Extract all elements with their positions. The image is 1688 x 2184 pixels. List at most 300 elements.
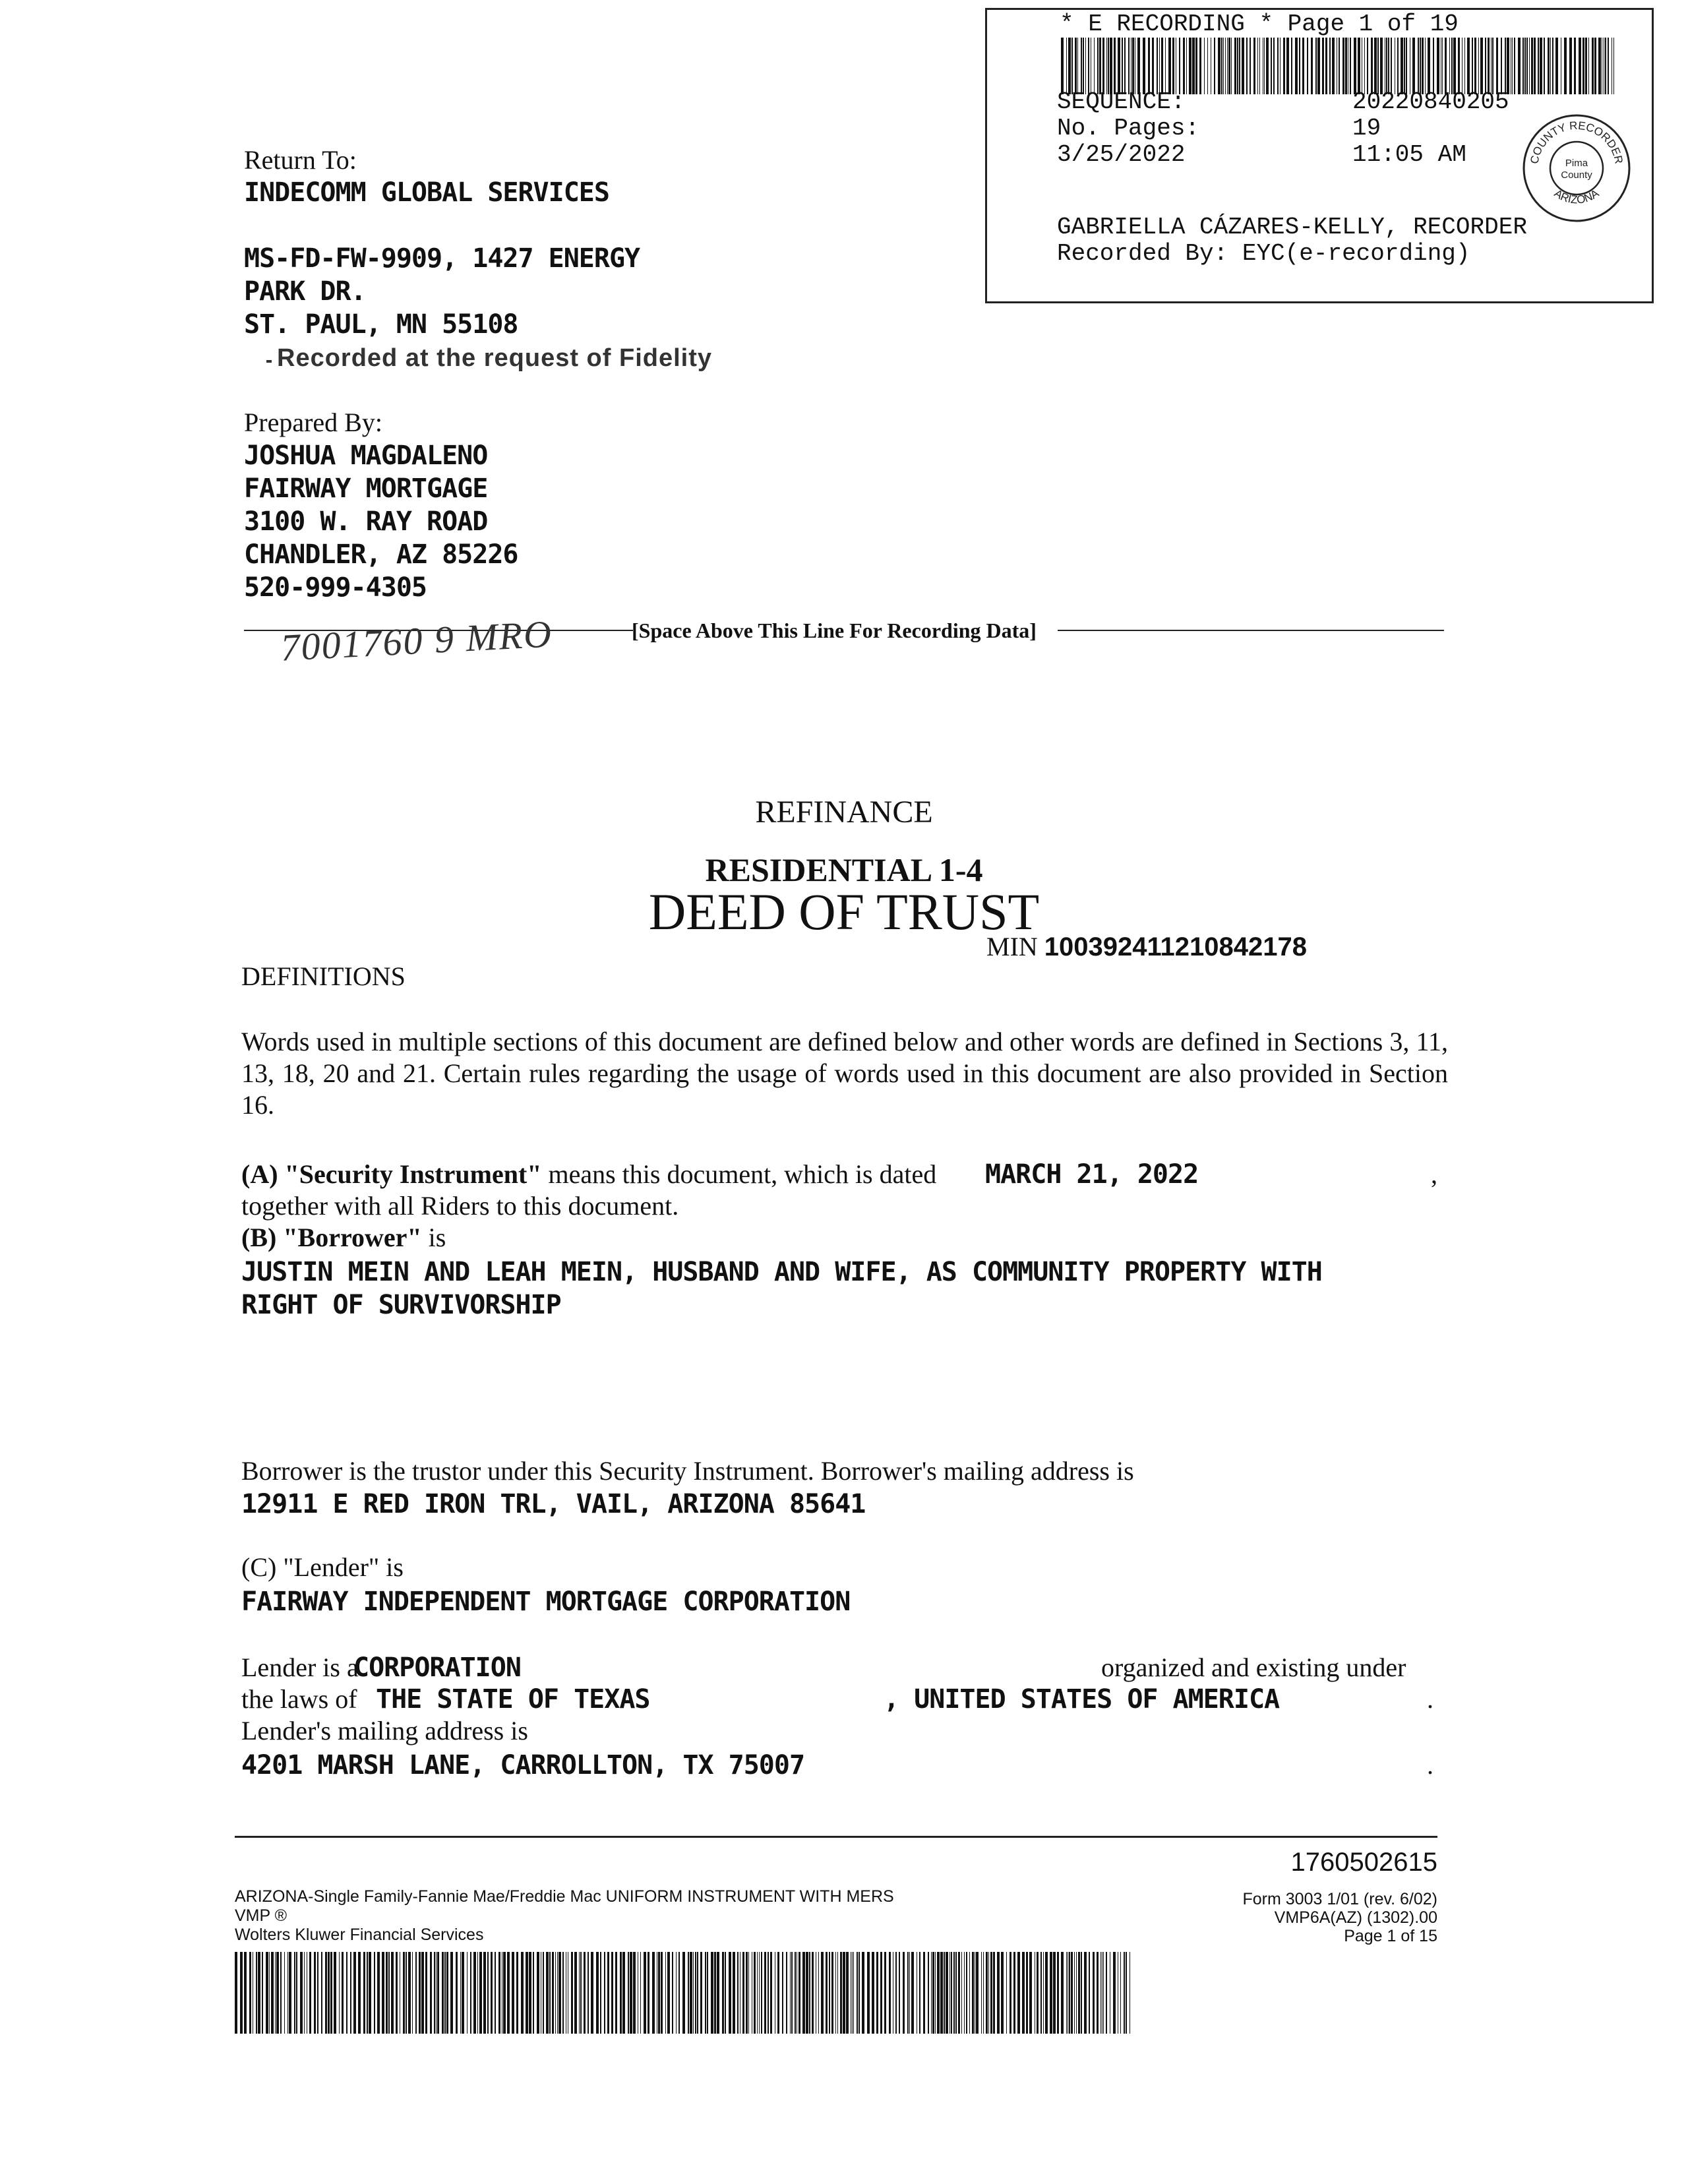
- barcode-bar: [857, 1952, 858, 2034]
- barcode-bar: [555, 1952, 556, 2034]
- barcode-bar: [244, 1952, 247, 2034]
- barcode-bar: [620, 1952, 622, 2034]
- barcode-bar: [648, 1952, 649, 2034]
- barcode-bar: [983, 1952, 984, 2034]
- barcode-bar: [895, 1952, 897, 2034]
- barcode-bar: [262, 1952, 263, 2034]
- lender-address-period: .: [1427, 1750, 1433, 1780]
- form-right-2: VMP6A(AZ) (1302).00: [1274, 1908, 1437, 1927]
- lender-country: , UNITED STATES OF AMERICA: [884, 1684, 1280, 1714]
- lender-mailing-label: Lender's mailing address is: [241, 1716, 528, 1745]
- barcode-bar: [1388, 38, 1389, 94]
- prepared-by-address-1: 3100 W. RAY ROAD: [244, 506, 488, 537]
- barcode-bar: [456, 1952, 458, 2034]
- barcode-bar: [1234, 38, 1236, 94]
- barcode-bar: [1364, 38, 1365, 94]
- barcode-bar: [1406, 38, 1407, 94]
- barcode-bar: [382, 1952, 384, 2034]
- barcode-bar: [1317, 38, 1320, 94]
- barcode-bar: [717, 1952, 719, 2034]
- barcode-bar: [1071, 1952, 1073, 2034]
- barcode-bar: [1242, 38, 1244, 94]
- barcode-bar: [705, 1952, 706, 2034]
- barcode-bar: [1189, 38, 1191, 94]
- barcode-bar: [955, 1952, 957, 2034]
- barcode-bar: [1097, 1952, 1099, 2034]
- barcode-bar: [786, 1952, 787, 2034]
- barcode-bar: [1350, 38, 1351, 94]
- barcode-bar: [966, 1952, 967, 2034]
- barcode-bar: [928, 1952, 929, 2034]
- barcode-bar: [1480, 38, 1483, 94]
- barcode-bar: [1574, 38, 1576, 94]
- barcode-bar: [1207, 38, 1208, 94]
- barcode-bar: [1544, 38, 1545, 94]
- recording-line-right: [1058, 630, 1444, 631]
- barcode-bar: [503, 1952, 506, 2034]
- barcode-bar: [317, 1952, 318, 2034]
- barcode-bar: [574, 1952, 577, 2034]
- barcode-bar: [1325, 38, 1327, 94]
- barcode-bar: [923, 1952, 925, 2034]
- barcode-bar: [1228, 38, 1230, 94]
- barcode-bar: [986, 1952, 988, 2034]
- barcode-bar: [552, 1952, 554, 2034]
- barcode-bar: [876, 1952, 878, 2034]
- barcode-bar: [1531, 38, 1533, 94]
- barcode-bar: [812, 1952, 814, 2034]
- barcode-bar: [1250, 38, 1251, 94]
- barcode-bar: [1428, 38, 1430, 94]
- recording-date: 3/25/2022: [1057, 141, 1186, 168]
- barcode-bar: [294, 1952, 295, 2034]
- barcode-bar: [584, 1952, 586, 2034]
- security-instrument-date: MARCH 21, 2022: [985, 1159, 1199, 1190]
- barcode-bar: [377, 1952, 380, 2034]
- barcode-bar: [1585, 38, 1587, 94]
- barcode-bar: [1522, 38, 1524, 94]
- barcode-bar: [1114, 38, 1116, 94]
- definition-b-label: (B) "Borrower": [241, 1223, 422, 1252]
- barcode-bar: [990, 1952, 992, 2034]
- barcode-bar: [1225, 38, 1226, 94]
- barcode-bar: [909, 1952, 910, 2034]
- barcode-bar: [1367, 38, 1368, 94]
- barcode-bar: [737, 1952, 738, 2034]
- barcode-bar: [1183, 38, 1185, 94]
- barcode-bar: [764, 1952, 766, 2034]
- barcode-bar: [661, 1952, 663, 2034]
- barcode-bar: [403, 1952, 405, 2034]
- barcode-bar: [1485, 38, 1486, 94]
- barcode-bar: [1302, 38, 1304, 94]
- barcode-bar: [1582, 38, 1584, 94]
- barcode-bar: [880, 1952, 882, 2034]
- barcode-bar: [1505, 38, 1506, 94]
- barcode-bar: [537, 1952, 539, 2034]
- barcode-bar: [580, 1952, 582, 2034]
- barcode-bar: [571, 1952, 573, 2034]
- return-to-address-1: MS-FD-FW-9909, 1427 ENERGY: [244, 243, 640, 274]
- barcode-bar: [843, 1952, 845, 2034]
- min-label: MIN: [986, 932, 1038, 961]
- barcode-bar: [658, 1952, 660, 2034]
- barcode-bar: [1186, 38, 1187, 94]
- barcode-bar: [1332, 38, 1335, 94]
- definition-a-text: means this document, which is dated: [541, 1159, 937, 1189]
- barcode-bar: [543, 1952, 544, 2034]
- barcode-bar: [1329, 38, 1331, 94]
- barcode-bar: [1518, 38, 1521, 94]
- barcode-bar: [1259, 38, 1260, 94]
- barcode-bar: [1061, 38, 1064, 94]
- barcode-bar: [676, 1952, 677, 2034]
- barcode-bar: [477, 1952, 478, 2034]
- barcode-bar: [487, 1952, 489, 2034]
- form-right-3: Page 1 of 15: [1344, 1927, 1437, 1945]
- barcode-bar: [809, 1952, 810, 2034]
- barcode-bar: [328, 1952, 330, 2034]
- prepared-by-address-2: CHANDLER, AZ 85226: [244, 539, 518, 570]
- barcode-bar: [1001, 1952, 1004, 2034]
- barcode-bar: [1514, 38, 1515, 94]
- recorded-by: Recorded By: EYC(e-recording): [1057, 240, 1470, 267]
- barcode-bar: [346, 1952, 347, 2034]
- seal-bottom-text: ARIZONA: [1552, 187, 1602, 206]
- barcode-bar: [997, 1952, 1000, 2034]
- barcode-bar: [450, 1952, 453, 2034]
- barcode-bar: [391, 1952, 394, 2034]
- barcode-bar: [235, 1952, 237, 2034]
- barcode-bar: [408, 1952, 411, 2034]
- barcode-bar: [1397, 38, 1399, 94]
- barcode-bar: [981, 1952, 982, 2034]
- barcode-bar: [1143, 38, 1145, 94]
- barcode-bar: [932, 1952, 934, 2034]
- barcode-bar: [958, 1952, 960, 2034]
- barcode-bar: [558, 1952, 561, 2034]
- barcode-bar: [406, 1952, 407, 2034]
- barcode-bar: [386, 1952, 388, 2034]
- barcode-bar: [1291, 38, 1292, 94]
- form-line-2: VMP ®: [235, 1906, 287, 1925]
- barcode-bar: [1501, 38, 1502, 94]
- definitions-intro: Words used in multiple sections of this document are defined below and other words are defined in Sections 3, 11, 13, 18, 20 and 21. Certain rules regarding the usage of words used in this document are also provided in Section 16.: [241, 1027, 1448, 1120]
- barcode-bar: [1110, 38, 1112, 94]
- barcode-bar: [516, 1952, 518, 2034]
- barcode-bar: [988, 1952, 989, 2034]
- barcode-bar: [1043, 1952, 1044, 2034]
- barcode-bar: [446, 1952, 448, 2034]
- barcode-bar: [557, 1952, 558, 2034]
- barcode-bar: [1040, 1952, 1042, 2034]
- recording-header: * E RECORDING * Page 1 of 19: [1060, 11, 1459, 38]
- barcode-bar: [846, 1952, 849, 2034]
- barcode-bar: [1550, 38, 1551, 94]
- barcode-bar: [1074, 1952, 1075, 2034]
- barcode-bar: [1613, 38, 1614, 94]
- barcode-bar: [862, 1952, 864, 2034]
- barcode-bar: [1037, 1952, 1039, 2034]
- barcode-bar: [1071, 38, 1073, 94]
- document-type-refinance: REFINANCE: [755, 795, 933, 830]
- barcode-bar: [1526, 38, 1528, 94]
- barcode-bar: [425, 1952, 427, 2034]
- barcode-bar: [667, 1952, 670, 2034]
- form-right-1: Form 3003 1/01 (rev. 6/02): [1242, 1890, 1437, 1908]
- barcode-bar: [899, 1952, 900, 2034]
- barcode-bar: [746, 1952, 748, 2034]
- definition-c-label: (C) "Lender" is: [241, 1552, 404, 1582]
- barcode-bar: [1264, 38, 1265, 94]
- barcode-bar: [852, 1952, 853, 2034]
- barcode-bar: [498, 1952, 500, 2034]
- barcode-bar: [1172, 38, 1174, 94]
- barcode-bar: [931, 1952, 932, 2034]
- barcode-bar: [562, 1952, 564, 2034]
- min-value: 100392411210842178: [1044, 932, 1308, 961]
- barcode-bar: [1066, 1952, 1067, 2034]
- prepared-by-phone: 520-999-4305: [244, 572, 427, 603]
- barcode-bar: [1106, 38, 1107, 94]
- barcode-bar: [940, 1952, 943, 2034]
- footer-rule: [235, 1836, 1437, 1838]
- barcode-bar: [622, 1952, 625, 2034]
- form-line-3: Wolters Kluwer Financial Services: [235, 1926, 484, 1944]
- barcode-bar: [795, 1952, 796, 2034]
- barcode-bar: [1391, 38, 1392, 94]
- barcode-bar: [1271, 38, 1272, 94]
- barcode-bar: [748, 1952, 749, 2034]
- barcode-bar: [1472, 38, 1473, 94]
- barcode-bar: [309, 1952, 311, 2034]
- prepared-by-company: FAIRWAY MORTGAGE: [244, 473, 488, 504]
- barcode-bar: [1322, 38, 1324, 94]
- barcode-bar: [1152, 38, 1154, 94]
- recording-barcode: [1061, 38, 1615, 94]
- barcode-bar: [588, 1952, 589, 2034]
- barcode-bar: [1422, 38, 1424, 94]
- trustor-text: Borrower is the trustor under this Security Instrument. Borrower's mailing address is: [241, 1456, 1134, 1486]
- barcode-bar: [1223, 38, 1224, 94]
- barcode-bar: [1192, 38, 1195, 94]
- barcode-bar: [1273, 38, 1275, 94]
- barcode-bar: [615, 1952, 617, 2034]
- barcode-bar: [872, 1952, 874, 2034]
- barcode-bar: [630, 1952, 632, 2034]
- barcode-bar: [1053, 1952, 1056, 2034]
- definition-a-comma: ,: [1431, 1159, 1437, 1189]
- barcode-bar: [275, 1952, 276, 2034]
- seal-center-text-1: Pima: [1565, 158, 1588, 169]
- barcode-bar: [611, 1952, 613, 2034]
- barcode-bar: [853, 1952, 854, 2034]
- barcode-bar: [711, 1952, 713, 2034]
- barcode-bar: [935, 1952, 936, 2034]
- barcode-bar: [903, 1952, 905, 2034]
- barcode-bar: [287, 1952, 288, 2034]
- lender-mailing-address: 4201 MARSH LANE, CARROLLTON, TX 75007: [241, 1750, 805, 1780]
- barcode-bar: [280, 1952, 282, 2034]
- barcode-bar: [1124, 1952, 1125, 2034]
- barcode-bar: [1401, 38, 1403, 94]
- barcode-bar: [1084, 1952, 1087, 2034]
- barcode-bar: [1069, 1952, 1070, 2034]
- barcode-bar: [682, 1952, 685, 2034]
- barcode-bar: [1478, 38, 1479, 94]
- barcode-bar: [473, 1952, 476, 2034]
- barcode-bar: [591, 1952, 593, 2034]
- barcode-bar: [806, 1952, 808, 2034]
- barcode-bar: [1529, 38, 1530, 94]
- barcode-bar: [1548, 38, 1550, 94]
- barcode-bar: [1540, 38, 1542, 94]
- barcode-bar: [1204, 38, 1205, 94]
- barcode-bar: [1564, 38, 1567, 94]
- barcode-bar: [1474, 38, 1476, 94]
- barcode-bar: [1061, 1952, 1064, 2034]
- barcode-bar: [1488, 38, 1490, 94]
- barcode-bar: [993, 1952, 995, 2034]
- borrower-name-line-1: JUSTIN MEIN AND LEAH MEIN, HUSBAND AND WIFE, AS COMMUNITY PROPERTY WITH: [241, 1257, 1322, 1287]
- barcode-bar: [1221, 38, 1222, 94]
- barcode-bar: [961, 1952, 962, 2034]
- barcode-bar: [491, 1952, 493, 2034]
- stamp-dot: [266, 360, 272, 363]
- barcode-bar: [1077, 38, 1078, 94]
- return-to-address-2: PARK DR.: [244, 276, 366, 307]
- min-number: [986, 931, 1307, 963]
- barcode-bar: [1404, 38, 1405, 94]
- barcode-bar: [829, 1952, 830, 2034]
- barcode-bar: [363, 1952, 365, 2034]
- barcode-bar: [1010, 1952, 1011, 2034]
- barcode-bar: [1057, 1952, 1059, 2034]
- barcode-bar: [600, 1952, 601, 2034]
- lender-country-period: .: [1427, 1684, 1433, 1714]
- barcode-bar: [1081, 1952, 1082, 2034]
- barcode-bar: [953, 1952, 955, 2034]
- barcode-bar: [946, 1952, 948, 2034]
- barcode-bar: [791, 1952, 793, 2034]
- barcode-bar: [757, 1952, 758, 2034]
- barcode-bar: [1345, 38, 1347, 94]
- barcode-bar: [1108, 38, 1109, 94]
- seal-center-text-2: County: [1561, 169, 1592, 181]
- barcode-bar: [1102, 38, 1104, 94]
- barcode-bar: [1386, 38, 1387, 94]
- barcode-bar: [1227, 38, 1228, 94]
- barcode-bar: [396, 1952, 398, 2034]
- form-line-1: ARIZONA-Single Family-Fannie Mae/Freddie Mac UNIFORM INSTRUMENT WITH MERS: [235, 1887, 894, 1906]
- barcode-bar: [1380, 38, 1383, 94]
- barcode-bar: [633, 1952, 636, 2034]
- barcode-bar: [840, 1952, 842, 2034]
- barcode-bar: [507, 1952, 510, 2034]
- barcode-bar: [546, 1952, 549, 2034]
- barcode-bar: [672, 1952, 673, 2034]
- footer-barcode: [235, 1952, 1131, 2034]
- barcode-bar: [1214, 38, 1215, 94]
- barcode-bar: [1491, 38, 1492, 94]
- barcode-bar: [1605, 38, 1606, 94]
- barcode-bar: [1374, 38, 1377, 94]
- barcode-bar: [1442, 38, 1443, 94]
- barcode-bar: [969, 1952, 970, 2034]
- barcode-bar: [790, 1952, 791, 2034]
- barcode-bar: [1449, 38, 1450, 94]
- barcode-bar: [258, 1952, 260, 2034]
- barcode-bar: [415, 1952, 417, 2034]
- barcode-bar: [1081, 38, 1082, 94]
- barcode-bar: [770, 1952, 772, 2034]
- barcode-bar: [483, 1952, 486, 2034]
- barcode-bar: [1277, 38, 1279, 94]
- barcode-bar: [754, 1952, 756, 2034]
- barcode-bar: [1295, 38, 1298, 94]
- barcode-bar: [339, 1952, 340, 2034]
- barcode-bar: [1339, 38, 1340, 94]
- barcode-bar: [690, 1952, 692, 2034]
- barcode-bar: [444, 1952, 446, 2034]
- barcode-bar: [300, 1952, 303, 2034]
- barcode-bar: [867, 1952, 870, 2034]
- barcode-bar: [1168, 38, 1171, 94]
- barcode-bar: [1179, 38, 1180, 94]
- barcode-bar: [350, 1952, 351, 2034]
- barcode-bar: [1120, 1952, 1121, 2034]
- barcode-bar: [1579, 38, 1581, 94]
- barcode-bar: [821, 1952, 824, 2034]
- barcode-bar: [951, 1952, 952, 2034]
- recorder-name: GABRIELLA CÁZARES-KELLY, RECORDER: [1057, 214, 1527, 241]
- barcode-bar: [1451, 38, 1453, 94]
- definition-a: [241, 1158, 936, 1191]
- space-above-line-label: [Space Above This Line For Recording Data]: [632, 619, 1037, 642]
- barcode-bar: [607, 1952, 609, 2034]
- barcode-bar: [437, 1952, 439, 2034]
- barcode-bar: [700, 1952, 702, 2034]
- barcode-bar: [1354, 38, 1356, 94]
- barcode-bar: [369, 1952, 371, 2034]
- barcode-bar: [1311, 38, 1313, 94]
- barcode-bar: [1122, 38, 1123, 94]
- barcode-bar: [1496, 38, 1498, 94]
- barcode-bar: [1425, 38, 1426, 94]
- barcode-bar: [521, 1952, 524, 2034]
- barcode-bar: [644, 1952, 646, 2034]
- barcode-bar: [859, 1952, 860, 2034]
- barcode-bar: [353, 1952, 356, 2034]
- barcode-bar: [419, 1952, 421, 2034]
- barcode-bar: [1538, 38, 1539, 94]
- barcode-bar: [1552, 38, 1553, 94]
- barcode-bar: [837, 1952, 838, 2034]
- barcode-bar: [1246, 38, 1248, 94]
- barcode-bar: [276, 1952, 279, 2034]
- barcode-bar: [1280, 38, 1281, 94]
- document-type-residential: RESIDENTIAL 1-4: [705, 851, 983, 888]
- borrower-name-line-2: RIGHT OF SURVIVORSHIP: [241, 1290, 561, 1320]
- barcode-bar: [1307, 38, 1308, 94]
- pages-value: 19: [1352, 115, 1381, 142]
- barcode-bar: [596, 1952, 599, 2034]
- barcode-bar: [1524, 38, 1526, 94]
- county-recorder-seal: [1522, 113, 1631, 223]
- barcode-bar: [722, 1952, 724, 2034]
- definitions-heading: DEFINITIONS: [241, 961, 406, 991]
- barcode-bar: [1078, 1952, 1080, 2034]
